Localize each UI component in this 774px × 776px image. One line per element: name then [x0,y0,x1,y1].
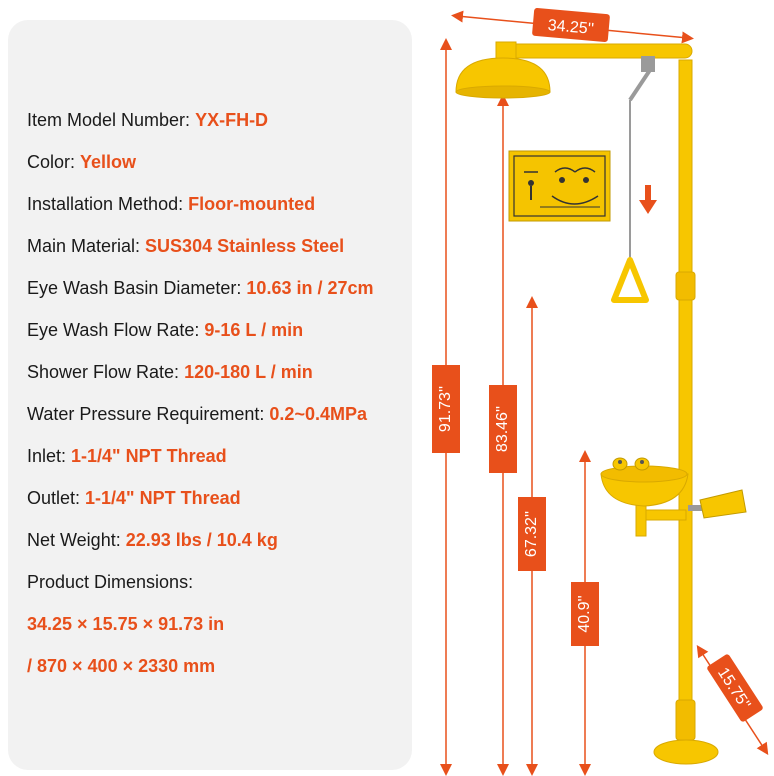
shower-arm [508,44,692,58]
basin-height-line [571,456,599,770]
pull-handle [614,56,655,300]
spec-label: Color: [27,152,81,172]
width-label: 34.25'' [547,17,595,38]
spec-value: YX-FH-D [195,110,269,130]
handle-height-label: 67.32'' [523,510,541,558]
depth-dimension-line [700,650,765,750]
push-plate [688,490,746,518]
spec-label: Item Model Number: [27,110,196,130]
dimensions-label: Product Dimensions: [27,572,194,592]
spec-label: Shower Flow Rate: [27,362,185,382]
spec-label: Eye Wash Flow Rate: [27,320,205,340]
spec-value: 10.63 in / 27cm [246,278,374,298]
dimensions-mm: / 870 × 400 × 2330 mm [27,656,216,676]
spec-value: 9-16 L / min [204,320,304,340]
spec-value: Floor-mounted [188,194,316,214]
spec-label: Eye Wash Basin Diameter: [27,278,247,298]
spec-label: Inlet: [27,446,72,466]
spec-label: Installation Method: [27,194,189,214]
vertical-pipe [679,60,692,750]
pipe-coupling [676,272,695,300]
spec-label: Outlet: [27,488,86,508]
spec-label: Water Pressure Requirement: [27,404,270,424]
spec-value: 22.93 lbs / 10.4 kg [125,530,278,550]
floor-base-plate [654,740,718,764]
spec-value: 120-180 L / min [184,362,313,382]
pull-down-arrow-icon [639,185,657,214]
shower-height-label: 83.46'' [494,405,512,453]
spec-label: Net Weight: [27,530,126,550]
spec-value: 0.2~0.4MPa [269,404,367,424]
eye-wash-basin [601,458,688,536]
depth-label: 15.75'' [714,664,754,713]
spec-value: 1-1/4" NPT Thread [85,488,241,508]
spec-value: SUS304 Stainless Steel [145,236,345,256]
spec-value: Yellow [80,152,137,172]
spec-label: Main Material: [27,236,146,256]
dimensions-inches: 34.25 × 15.75 × 91.73 in [27,614,225,634]
width-dimension-line [457,8,688,43]
basin-height-label: 40.9'' [576,595,594,633]
spec-value: 1-1/4" NPT Thread [71,446,227,466]
total-height-line [432,44,460,770]
handle-height-line [518,302,546,770]
safety-sign [509,151,610,221]
pipe-coupling-lower [676,700,695,740]
total-height-label: 91.73'' [437,385,455,433]
